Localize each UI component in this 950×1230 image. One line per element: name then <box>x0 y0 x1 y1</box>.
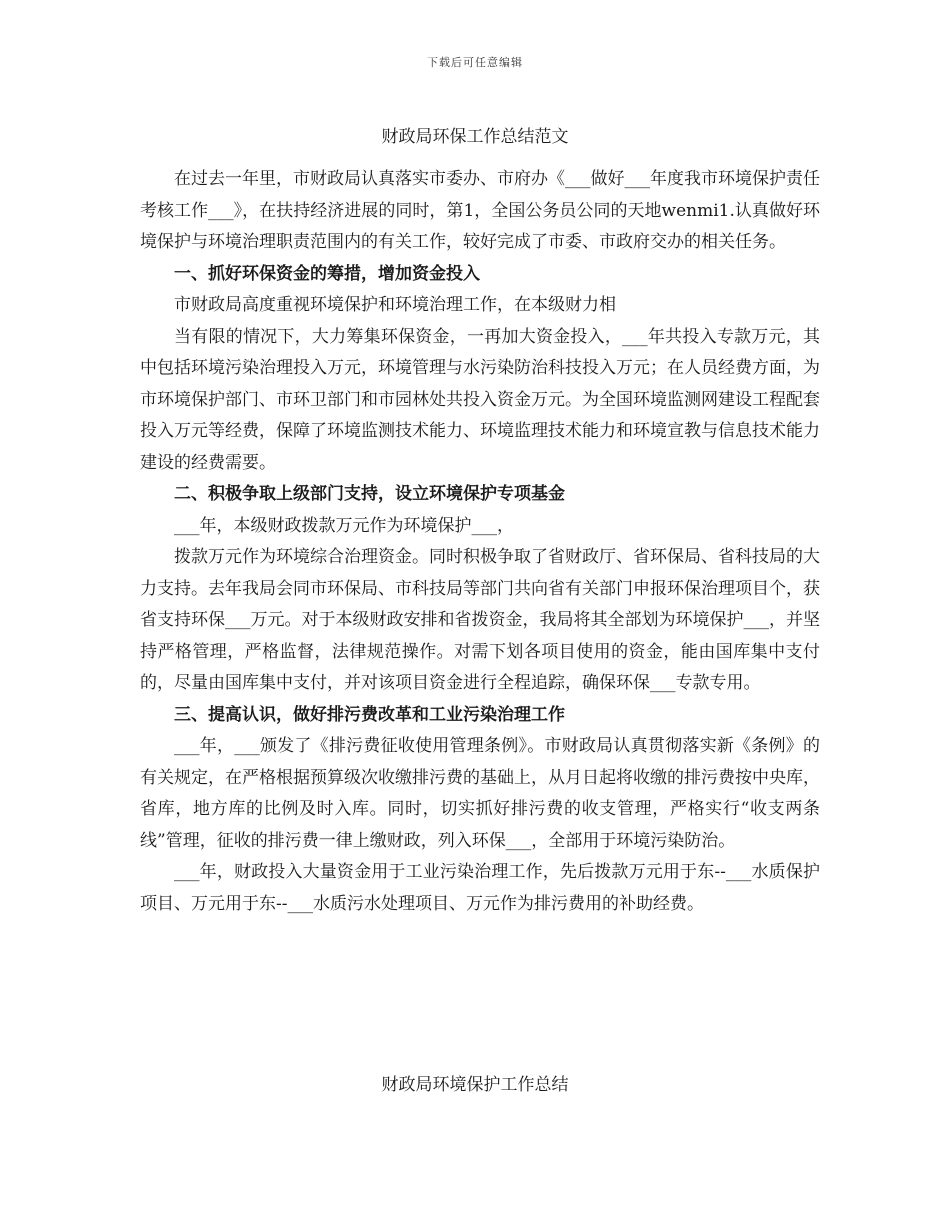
paragraph: ___年，本级财政拨款万元作为环境保护___， <box>174 515 514 536</box>
paragraph-intro: 在过去一年里，市财政局认真落实市委办、市府办《___做好___年度我市环境保护责任考核工作___》，在扶持经济进展的同时，第1，全国公务员公同的天地wenmi1.认真做好环境保护与环境治理职责范围内的有关工作，较好完成了市委、市政府交办的相关任务。 <box>140 169 820 252</box>
paragraph: 市财政局高度重视环境保护和环境治理工作，在本级财力相 <box>174 295 616 315</box>
document-body <box>140 164 820 920</box>
paragraph: ___年，财政投入大量资金用于工业污染治理工作，先后拨款万元用于东--___水质保护项目、万元用于东--___水质污水处理项目、万元作为排污费用的补助经费。 <box>140 862 820 914</box>
section-heading-1: 一、抓好环保资金的筹措，增加资金投入 <box>174 263 480 284</box>
next-document-title: 财政局环境保护工作总结 <box>381 1075 569 1095</box>
paragraph: ___年，___颁发了《排污费征收使用管理条例》。市财政局认真贯彻落实新《条例》的有关规定，在严格根据预算级次收缴排污费的基础上，从月日起将收缴的排污费按中央库，省库，地方库的比例及时入库。同时，切实抓好排污费的收支管理，严格实行“收支两条线”管理，征收的排污费一律上缴财政，列入环保___，全部用于环境污染防治。 <box>140 736 820 851</box>
section-heading-3: 三、提高认识，做好排污费改革和工业污染治理工作 <box>174 704 565 725</box>
page-title: 财政局环保工作总结范文 <box>381 127 569 147</box>
paragraph: 当有限的情况下，大力筹集环保资金，一再加大资金投入，___年共投入专款万元，其中包括环境污染治理投入万元，环境管理与水污染防治科技投入万元；在人员经费方面，为市环境保护部门、市环卫部门和市园林处共投入资金万元。为全国环境监测网建设工程配套投入万元等经费，保障了环境监测技术能力、环境监理技术能力和环境宣教与信息技术能力建设的经费需要。 <box>140 326 820 473</box>
section-heading-2: 二、积极争取上级部门支持，设立环境保护专项基金 <box>174 484 565 504</box>
header-note: 下载后可任意编辑 <box>427 56 523 69</box>
paragraph: 拨款万元作为环境综合治理资金。同时积极争取了省财政厅、省环保局、省科技局的大力支持。去年我局会同市环保局、市科技局等部门共向省有关部门申报环保治理项目个，获省支持环保___万元。对于本级财政安排和省拨资金，我局将其全部划为环境保护___，并坚持严格管理，严格监督，法律规范操作。对需下划各项目使用的资金，能由国库集中支付的，尽量由国库集中支付，并对该项目资金进行全程追踪，确保环保___专款专用。 <box>140 547 820 693</box>
